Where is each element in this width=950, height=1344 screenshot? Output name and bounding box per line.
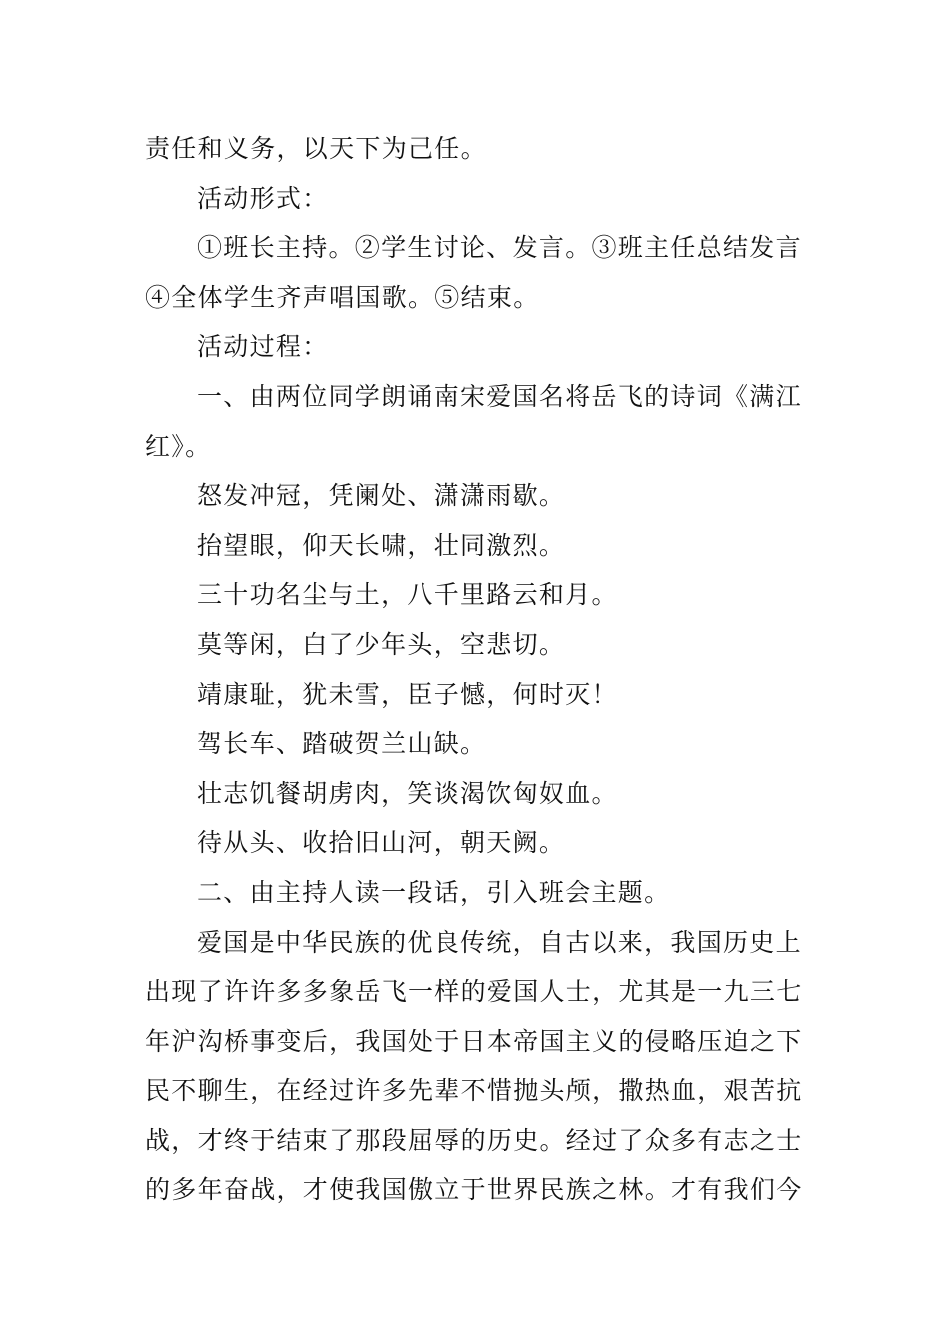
text-line: ④全体学生齐声唱国歌。⑤结束。 — [145, 282, 540, 312]
text-line: 二、由主持人读一段话，引入班会主题。 — [197, 877, 671, 907]
text-line: 民不聊生，在经过许多先辈不惜抛头颅，撒热血，艰苦抗 — [145, 1076, 803, 1106]
document-body — [145, 124, 810, 1215]
text-line: 战，才终于结束了那段屈辱的历史。经过了众多有志之士 — [145, 1125, 803, 1155]
text-line-heading-activity-process: 活动过程： — [197, 332, 329, 362]
poem-line: 三十功名尘与土，八千里路云和月。 — [197, 580, 618, 610]
poem-line: 待从头、收拾旧山河，朝天阙。 — [197, 828, 566, 858]
text-line: 责任和义务，以天下为己任。 — [145, 134, 487, 163]
text-line-heading-activity-form: 活动形式： — [197, 183, 329, 213]
text-line: ①班长主持。②学生讨论、发言。③班主任总结发言 — [197, 233, 802, 263]
text-line: 出现了许许多多象岳飞一样的爱国人士，尤其是一九三七 — [145, 977, 803, 1007]
poem-line: 驾长车、踏破贺兰山缺。 — [197, 729, 487, 759]
text-line: 一、由两位同学朗诵南宋爱国名将岳飞的诗词《满江 — [197, 381, 802, 411]
text-line: 的多年奋战，才使我国傲立于世界民族之林。才有我们今 — [145, 1175, 803, 1205]
text-line: 红》。 — [145, 431, 212, 461]
text-line: 年沪沟桥事变后，我国处于日本帝国主义的侵略压迫之下 — [145, 1026, 803, 1056]
poem-line: 靖康耻，犹未雪，臣子憾，何时灭！ — [197, 679, 618, 709]
poem-line: 抬望眼，仰天长啸，壮同激烈。 — [197, 530, 566, 560]
poem-line: 怒发冲冠，凭阑处、潇潇雨歇。 — [197, 481, 566, 511]
poem-line: 壮志饥餐胡虏肉，笑谈渴饮匈奴血。 — [197, 778, 618, 808]
poem-line: 莫等闲，白了少年头，空悲切。 — [197, 629, 566, 659]
text-line: 爱国是中华民族的优良传统，自古以来，我国历史上 — [197, 927, 802, 957]
